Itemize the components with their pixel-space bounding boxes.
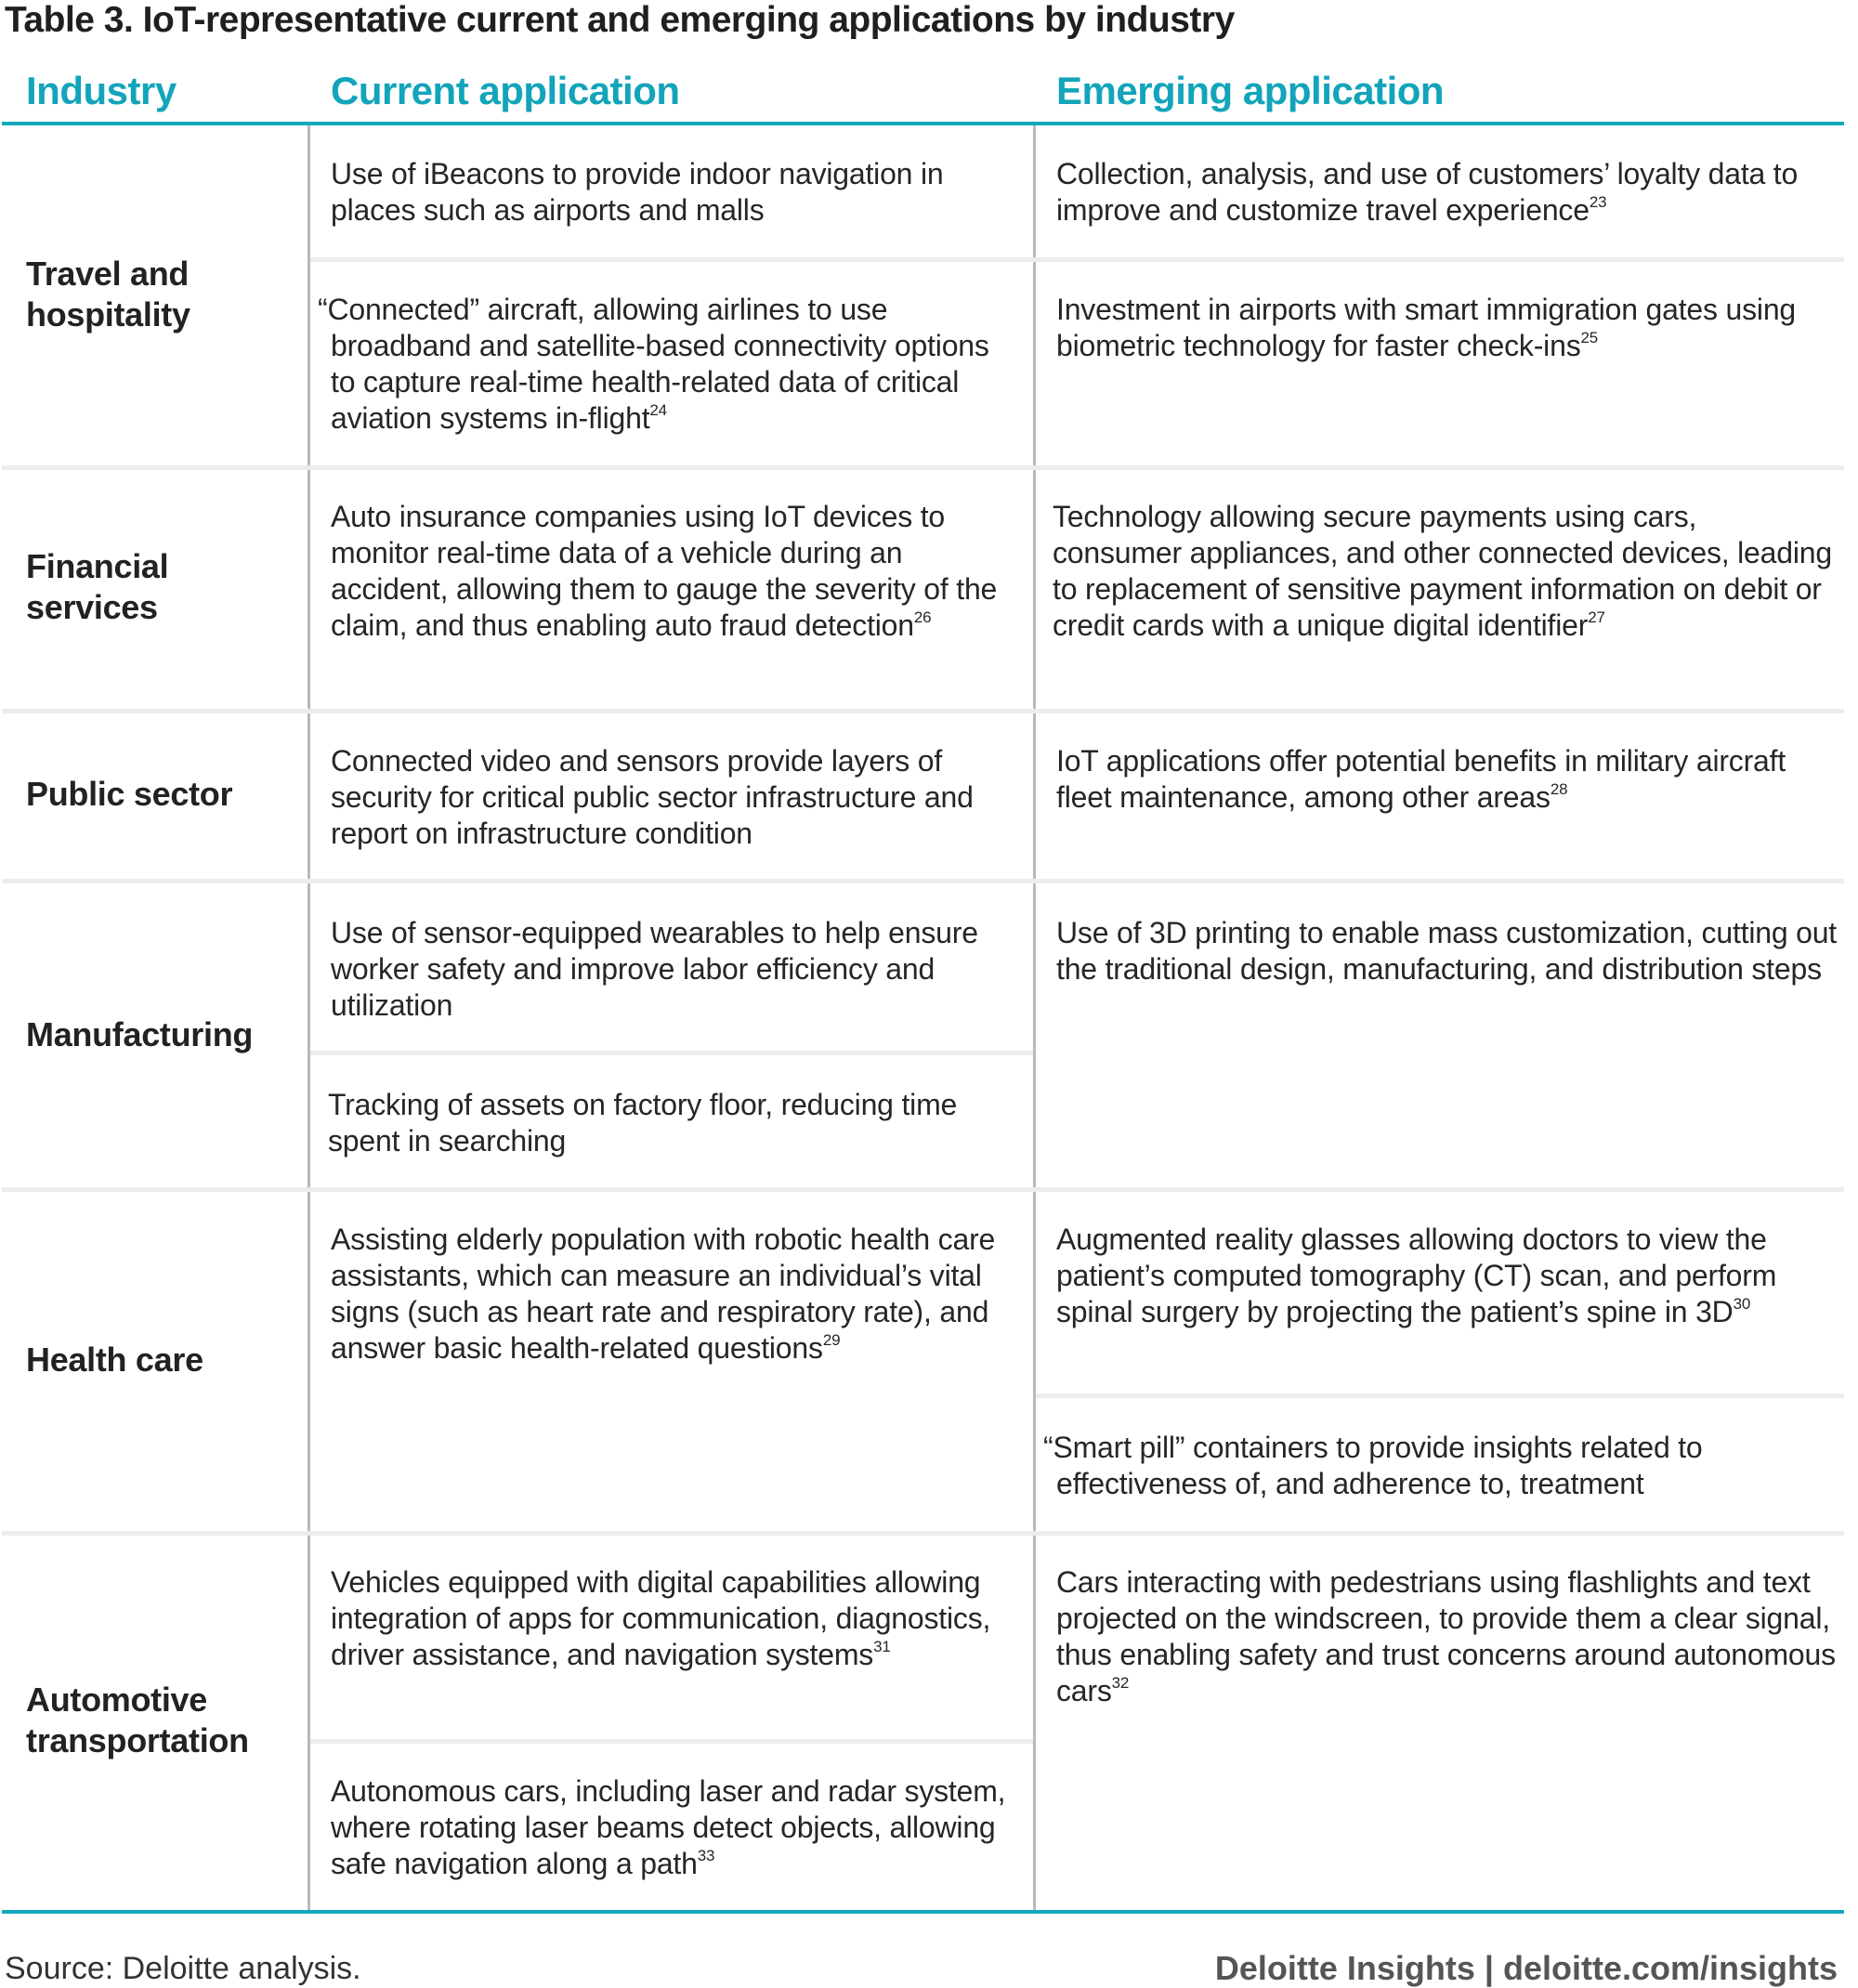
- emerging-application-cell: Technology allowing secure payments using cars, consumer appliances, and other connected devices, leading to replacement of sensitive payment information on debit or credit cards with a unique digital identifier$^{27}$: [1053, 500, 1832, 642]
- current-application-cell: Auto insurance companies using IoT devices to monitor real-time data of a vehicle during an accident, allowing them to gauge the severity of the claim, and thus enabling auto fraud detection$^{26}$: [331, 500, 998, 642]
- brand-credit: Deloitte Insights | deloitte.com/insights: [1214, 1949, 1838, 1987]
- subrow-separator: [1036, 1393, 1844, 1398]
- row-separator: [2, 465, 1844, 470]
- emerging-application-cell: Cars interacting with pedestrians using flashlights and text projected on the windscreen, to provide them a clear signal, thus enabling safety and trust concerns around autonomous cars$^{32}$: [1056, 1565, 1836, 1707]
- footnote-ref: 25: [1580, 329, 1599, 347]
- emerging-application-cell: Collection, analysis, and use of customers’ loyalty data to improve and customize travel experience$^{23}$: [1056, 157, 1799, 227]
- current-application-cell: Vehicles equipped with digital capabilities allowing integration of apps for communication, diagnostics, driver assistance, and navigation systems$^{31}$: [331, 1565, 991, 1671]
- column-header-industry: Industry: [26, 69, 177, 112]
- emerging-application-cell: “Smart pill” containers to provide insights related to effectiveness of, and adherence to, treatment: [1043, 1431, 1703, 1500]
- current-application-cell: Use of sensor-equipped wearables to help ensure worker safety and improve labor efficiency and utilization: [331, 916, 978, 1022]
- current-application-cell: Tracking of assets on factory floor, reducing time spent in searching: [328, 1088, 958, 1157]
- industry-label-line: Automotive: [26, 1681, 208, 1719]
- industry-label-line: Travel and: [26, 255, 190, 293]
- row-separator: [2, 1187, 1844, 1192]
- industry-travel-hospitality: [26, 254, 190, 335]
- footnote-ref: 23: [1589, 193, 1607, 211]
- subrow-separator: [310, 257, 1844, 262]
- industry-public-sector: [26, 774, 232, 815]
- industry-automotive-transportation: [26, 1680, 249, 1761]
- footnote-ref: 33: [697, 1847, 715, 1864]
- industry-label-line: transportation: [26, 1721, 249, 1759]
- current-application-cell: Use of iBeacons to provide indoor navigation in places such as airports and malls: [331, 157, 944, 227]
- industry-label-line: Manufacturing: [26, 1015, 254, 1053]
- emerging-application-cell: Investment in airports with smart immigration gates using biometric technology for faster check-ins$^{25}$: [1056, 293, 1797, 362]
- header-rule: [2, 122, 1844, 125]
- industry-financial-services: [26, 546, 168, 628]
- footnote-ref: 26: [913, 608, 932, 626]
- footnote-ref: 30: [1733, 1295, 1751, 1313]
- industry-label-line: hospitality: [26, 295, 190, 334]
- industry-label-line: Health care: [26, 1341, 203, 1379]
- table-title: Table 3. IoT-representative current and emerging applications by industry: [5, 0, 1235, 40]
- source-note: Source: Deloitte analysis.: [5, 1951, 361, 1986]
- current-application-cell: Autonomous cars, including laser and radar system, where rotating laser beams detect objects, allowing safe navigation along a path$^{33}$: [331, 1774, 1006, 1880]
- current-application-cell: “Connected” aircraft, allowing airlines to use broadband and satellite-based connectivity options to capture real-time health-related data of critical aviation systems in-flight$^{24}$: [318, 293, 989, 435]
- row-separator: [2, 709, 1844, 713]
- industry-label-line: Public sector: [26, 775, 233, 813]
- emerging-application-cell: Use of 3D printing to enable mass customization, cutting out the traditional design, manufacturing, and distribution steps: [1056, 916, 1838, 986]
- emerging-application-cell: IoT applications offer potential benefits in military aircraft fleet maintenance, among other areas$^{28}$: [1056, 744, 1786, 814]
- current-application-cell: Assisting elderly population with robotic health care assistants, which can measure an individual’s vital signs (such as heart rate and respiratory rate), and answer basic health-related questions$^{29}$: [331, 1223, 996, 1365]
- footnote-ref: 24: [649, 401, 667, 419]
- table-bottom-rule: [2, 1910, 1844, 1914]
- column-divider-2: [1033, 125, 1036, 1910]
- column-header-current-application: Current application: [331, 69, 680, 112]
- current-application-cell: Connected video and sensors provide layers of security for critical public sector infrastructure and report on infrastructure condition: [331, 744, 974, 850]
- subrow-separator: [310, 1739, 1033, 1744]
- emerging-application-cell: Augmented reality glasses allowing doctors to view the patient’s computed tomography (CT) scan, and perform spinal surgery by projecting the patient’s spine in $3D^{30}$: [1056, 1223, 1777, 1328]
- column-divider-1: [307, 125, 310, 1910]
- row-separator: [2, 879, 1844, 883]
- industry-health-care: [26, 1340, 203, 1380]
- footnote-ref: 32: [1111, 1674, 1130, 1692]
- subrow-separator: [310, 1051, 1033, 1055]
- column-header-emerging-application: Emerging application: [1056, 69, 1445, 112]
- footnote-ref: 29: [822, 1331, 841, 1349]
- row-separator: [2, 1531, 1844, 1536]
- footnote-ref: 28: [1550, 780, 1568, 798]
- industry-label-line: services: [26, 588, 158, 626]
- footnote-ref: 27: [1588, 608, 1605, 626]
- industry-manufacturing: [26, 1014, 253, 1055]
- industry-label-line: Financial: [26, 547, 169, 585]
- footnote-ref: 31: [873, 1638, 891, 1655]
